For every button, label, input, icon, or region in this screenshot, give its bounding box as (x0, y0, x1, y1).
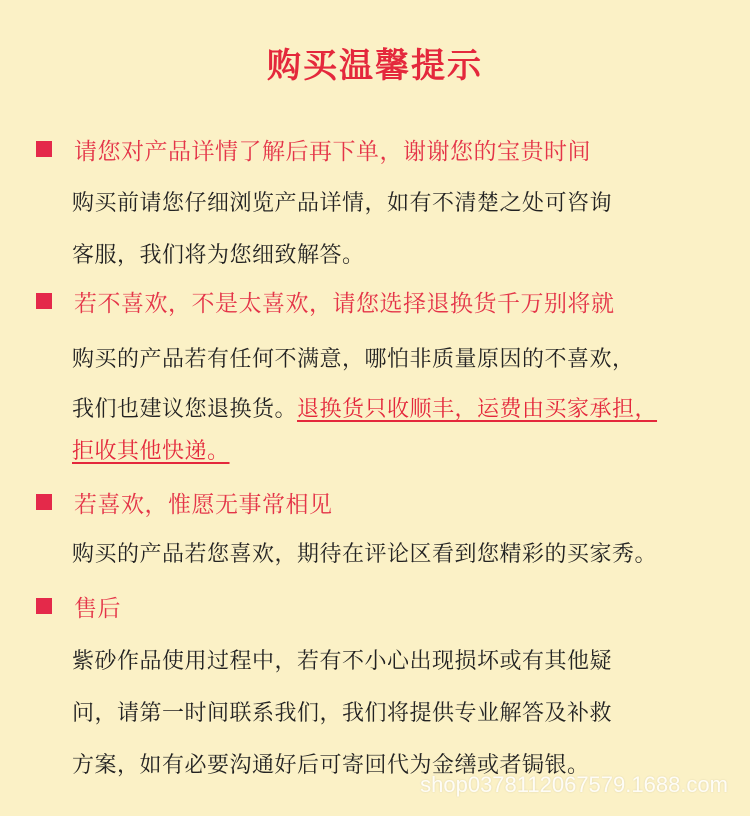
section-heading-text: 请您对产品详情了解后再下单，谢谢您的宝贵时间 (74, 138, 591, 165)
section-heading-3 (36, 487, 333, 517)
section-1-line-1: 购买前请您仔细浏览产品详情，如有不清楚之处可咨询 (72, 191, 613, 216)
shop-watermark: shop0378112067579.1688.com (420, 772, 728, 797)
bullet-square-icon (36, 293, 52, 309)
page-title: 购买温馨提示 (267, 46, 483, 86)
section-1-line-2: 客服，我们将为您细致解答。 (72, 243, 365, 268)
section-heading-1 (36, 134, 591, 164)
return-policy-highlight-2: 拒收其他快递。 (72, 439, 230, 464)
bullet-square-icon (36, 494, 52, 510)
section-2-line-2 (72, 392, 657, 423)
section-heading-2 (36, 286, 615, 316)
return-policy-highlight: 退换货只收顺丰，运费由买家承担， (297, 397, 658, 422)
section-2-line-2-text: 我们也建议您退换货。 (72, 397, 298, 422)
section-heading-4 (36, 591, 121, 621)
section-2-line-1: 购买的产品若有任何不满意，哪怕非质量原因的不喜欢， (72, 347, 635, 372)
section-heading-text: 售后 (74, 595, 121, 622)
bullet-square-icon (36, 598, 52, 614)
section-heading-text: 若不喜欢，不是太喜欢，请您选择退换货千万别将就 (74, 290, 615, 317)
section-3-line-1: 购买的产品若您喜欢，期待在评论区看到您精彩的买家秀。 (72, 542, 658, 567)
section-2-line-3 (72, 434, 230, 465)
section-4-line-2: 问，请第一时间联系我们，我们将提供专业解答及补救 (72, 701, 613, 726)
section-4-line-3: 方案，如有必要沟通好后可寄回代为金缮或者锔银。 (72, 753, 590, 778)
section-4-line-1: 紫砂作品使用过程中，若有不小心出现损坏或有其他疑 (72, 649, 613, 674)
section-heading-text: 若喜欢，惟愿无事常相见 (74, 491, 333, 518)
bullet-square-icon (36, 141, 52, 157)
